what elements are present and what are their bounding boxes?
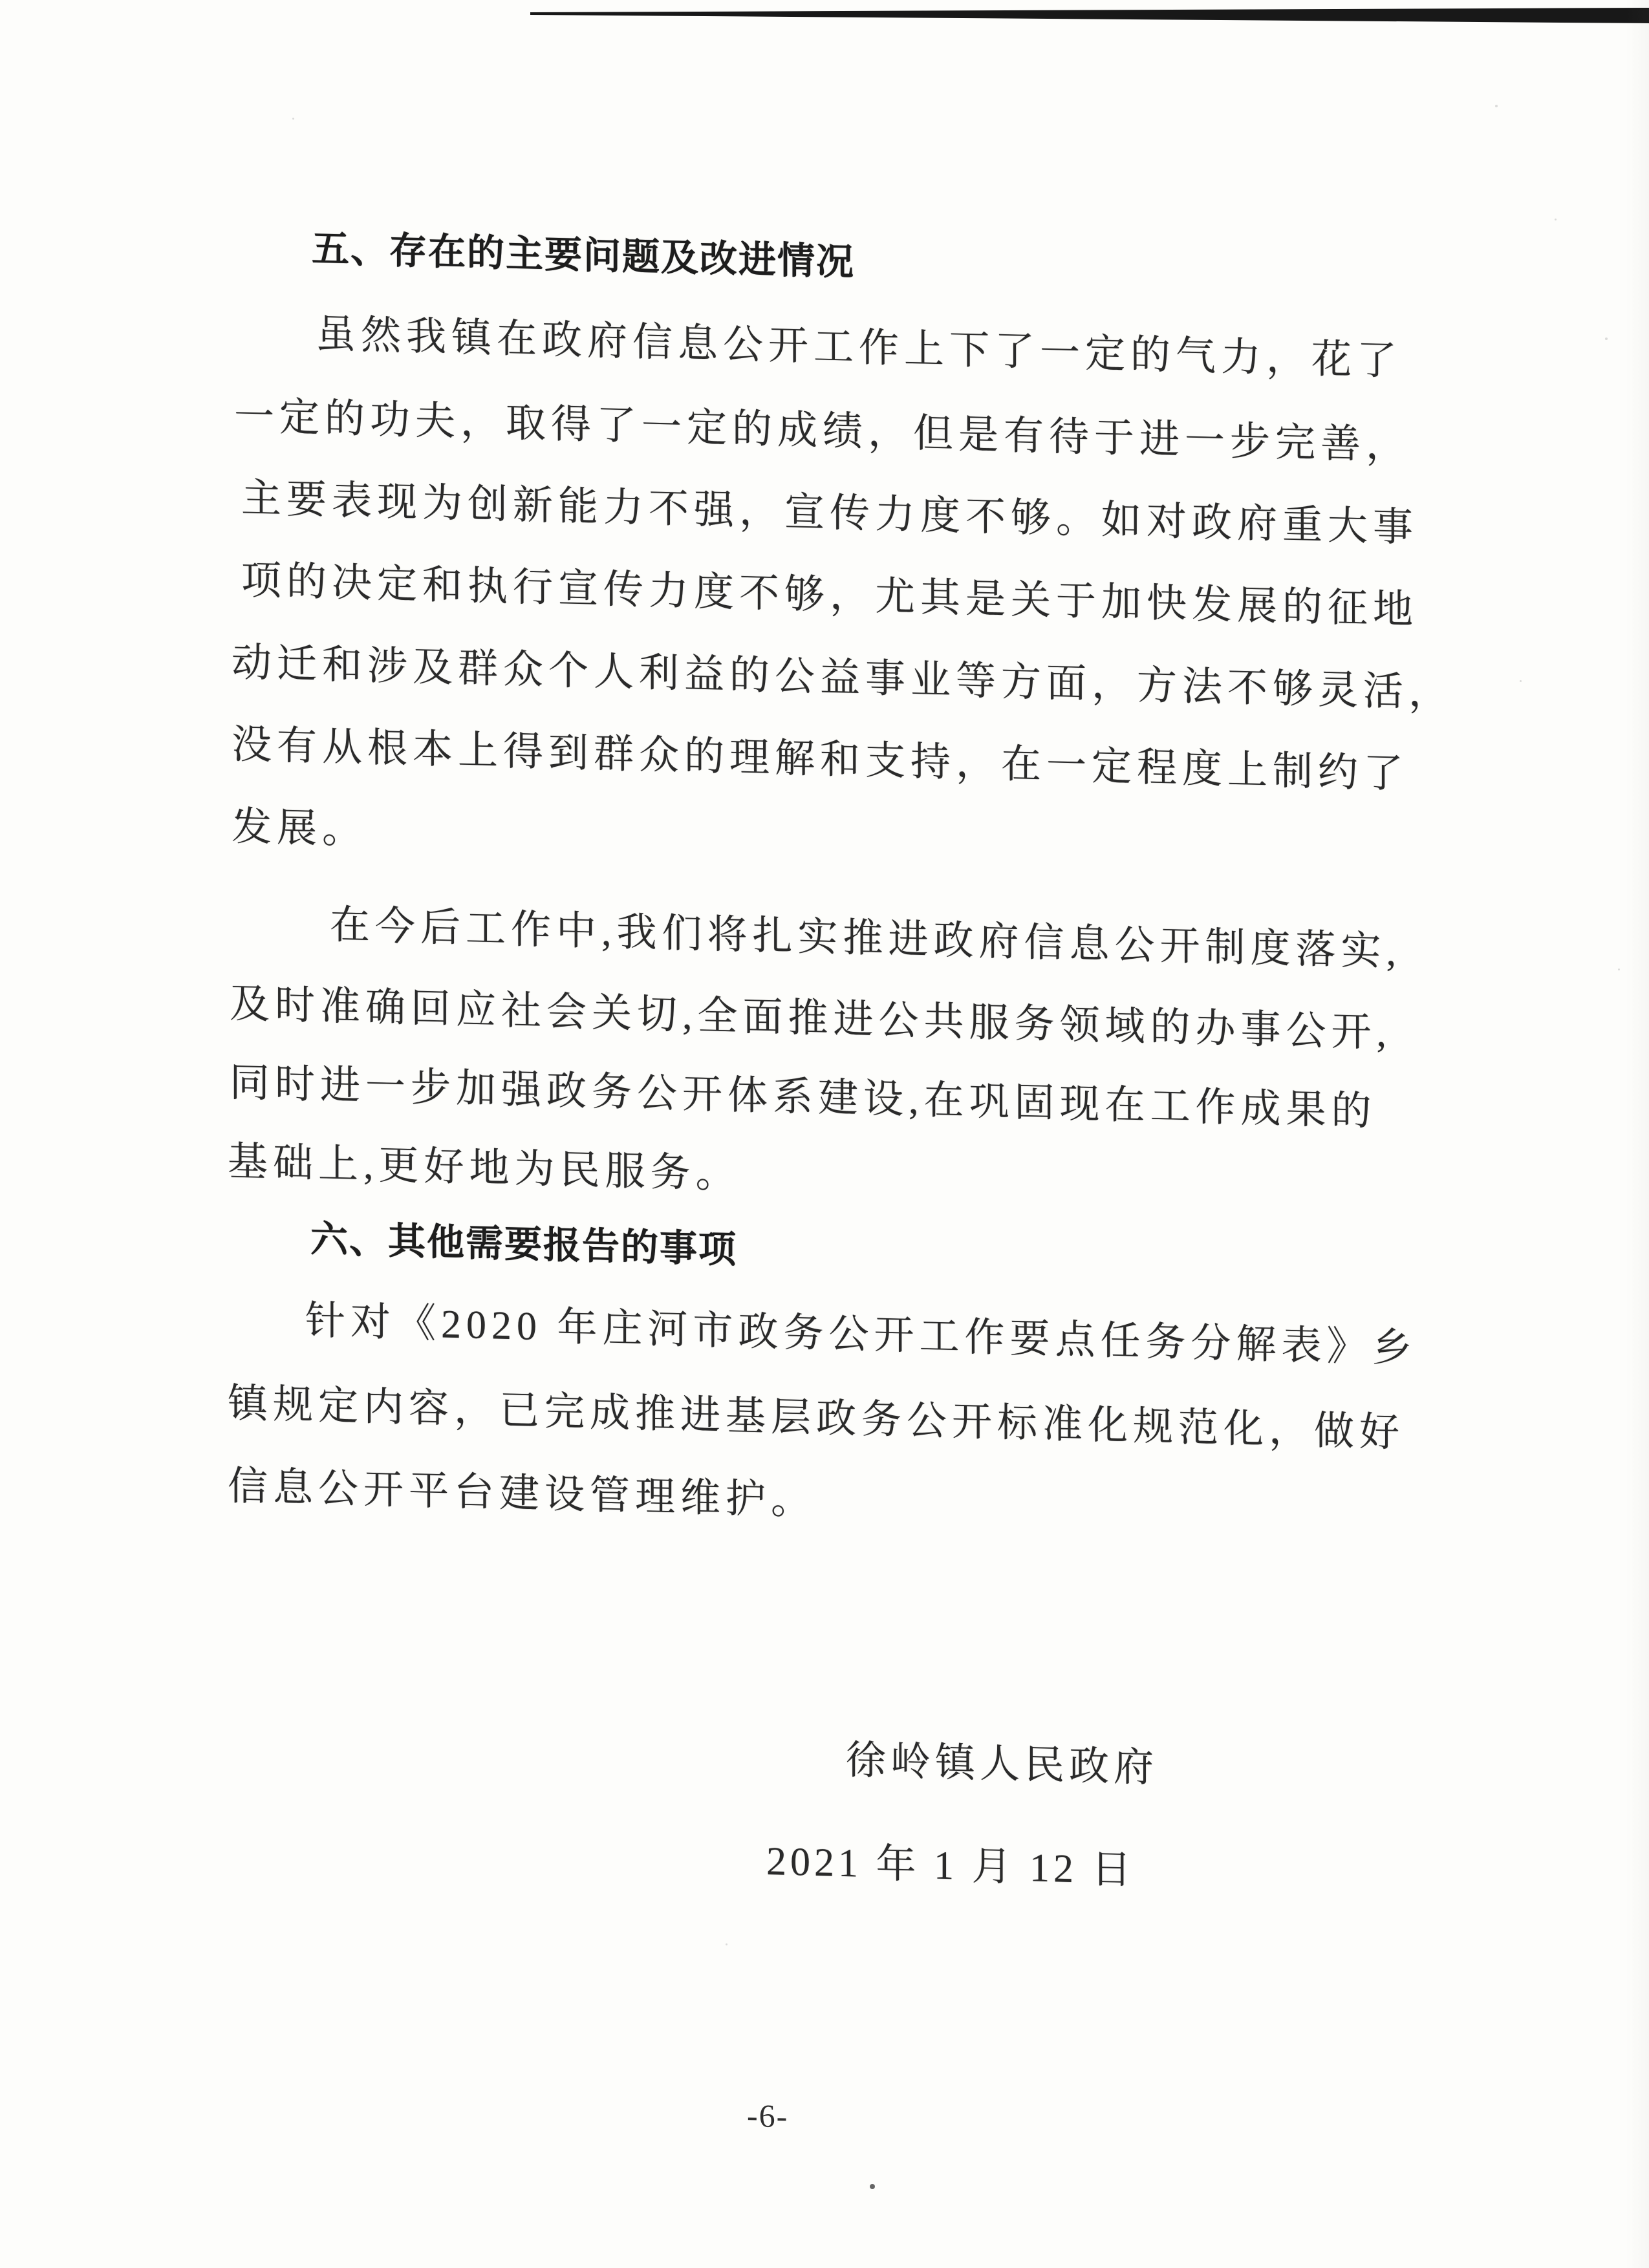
signature-date: 2021 年 1 月 12 日 bbox=[766, 1839, 1136, 1893]
para1-line: 一定的功夫，取得了一定的成绩，但是有待于进一步完善， bbox=[234, 394, 1412, 469]
para2-line: 在今后工作中,我们将扎实推进政府信息公开制度落实, bbox=[330, 903, 1402, 974]
para3-line: 针对《2020 年庄河市政务公开工作要点任务分解表》乡 bbox=[305, 1299, 1417, 1371]
section6-heading: 六、其他需要报告的事项 bbox=[310, 1217, 738, 1272]
scan-speck bbox=[1618, 968, 1620, 970]
section5-heading: 五、存在的主要问题及改进情况 bbox=[312, 226, 856, 284]
scan-speck bbox=[1605, 337, 1608, 340]
page-number: -6- bbox=[747, 2097, 789, 2135]
para2-line: 基础上,更好地为民服务。 bbox=[228, 1140, 741, 1197]
para1-line: 没有从根本上得到群众的理解和支持，在一定程度上制约了 bbox=[232, 723, 1409, 797]
scan-artifact-top-edge bbox=[0, 0, 1649, 39]
para1-line: 主要表现为创新能力不强，宣传力度不够。如对政府重大事 bbox=[241, 476, 1419, 551]
scan-speck bbox=[870, 2184, 875, 2189]
scan-speck bbox=[292, 118, 294, 120]
signature-issuer: 徐岭镇人民政府 bbox=[846, 1738, 1159, 1791]
para3-line: 镇规定内容，已完成推进基层政务公开标准化规范化，做好 bbox=[228, 1382, 1405, 1456]
scan-edge-noise bbox=[1626, 0, 1649, 2268]
para1-line: 虽然我镇在政府信息公开工作上下了一定的气力，花了 bbox=[316, 312, 1403, 384]
para1-line: 发展。 bbox=[232, 805, 368, 853]
scan-speck bbox=[1495, 105, 1498, 107]
para2-line: 及时准确回应社会关切,全面推进公共服务领域的办事公开, bbox=[230, 982, 1392, 1056]
scan-speck bbox=[726, 1943, 727, 1945]
para1-line: 动迁和涉及群众个人利益的公益事业等方面，方法不够灵活， bbox=[232, 641, 1454, 716]
scan-speck bbox=[1555, 219, 1557, 220]
para1-line: 项的决定和执行宣传力度不够，尤其是关于加快发展的征地 bbox=[241, 559, 1419, 633]
scan-speck bbox=[1520, 680, 1522, 682]
para3-line: 信息公开平台建设管理维护。 bbox=[228, 1464, 817, 1524]
para2-line: 同时进一步加强政务公开体系建设,在巩固现在工作成果的 bbox=[230, 1061, 1377, 1134]
